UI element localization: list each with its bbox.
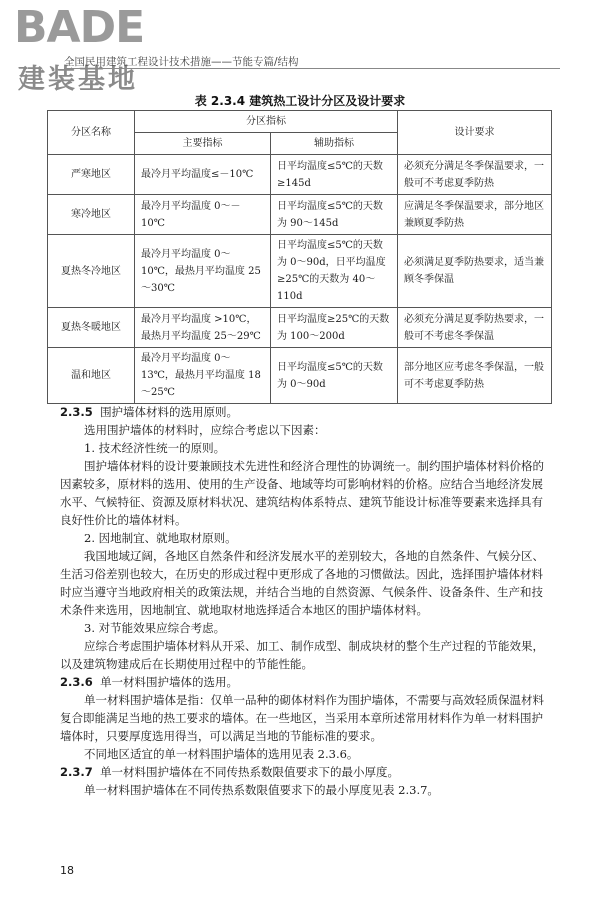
main-index-cell: 最冷月平均温度 >10℃，最热月平均温度 25～29℃: [135, 308, 271, 348]
section-title: 单一材料围护墙体的选用。: [100, 675, 239, 689]
section-number: 2.3.5: [60, 405, 93, 419]
paragraph: 单一材料围护墙体在不同传热系数限值要求下的最小厚度见表 2.3.7。: [84, 783, 439, 797]
design-req-cell: 必须充分满足冬季保温要求，一般可不考虑夏季防热: [398, 155, 552, 195]
table-title: 表 2.3.4 建筑热工设计分区及设计要求: [194, 94, 406, 108]
th-aux-index: 辅助指标: [271, 133, 398, 155]
logo-wordmark: BADE: [14, 2, 145, 53]
section-heading: [60, 673, 550, 691]
th-zone-name: 分区名称: [48, 111, 135, 155]
paragraph: 选用围护墙体的材料时，应综合考虑以下因素：: [84, 423, 326, 437]
aux-index-cell: 日平均温度≤5℃的天数为 0～90d: [271, 348, 398, 404]
design-req-cell: 必须充分满足夏季防热要求，一般可不考虑冬季保温: [398, 308, 552, 348]
zone-name-cell: 温和地区: [48, 348, 135, 404]
section-heading: [60, 403, 550, 421]
aux-index-cell: 日平均温度≤5℃的天数≥145d: [271, 155, 398, 195]
section-number: 2.3.7: [60, 765, 93, 779]
paragraph: 应综合考虑围护墙体材料从开采、加工、制作成型、制成块材的整个生产过程的节能效果，以及建筑物建成后在长期使用过程中的节能性能。: [60, 639, 544, 671]
table-row: [48, 155, 552, 195]
table-row: [48, 348, 552, 404]
page-number: 18: [60, 864, 74, 877]
design-req-cell: 必须满足夏季防热要求，适当兼顾冬季保温: [398, 235, 552, 308]
design-req-cell: 部分地区应考虑冬季保温，一般可不考虑夏季防热: [398, 348, 552, 404]
zone-name-cell: 夏热冬冷地区: [48, 235, 135, 308]
aux-index-cell: 日平均温度≥25℃的天数为 100～200d: [271, 308, 398, 348]
main-index-cell: 最冷月平均温度≤－10℃: [135, 155, 271, 195]
running-head: 全国民用建筑工程设计技术措施——节能专篇/结构: [64, 56, 299, 68]
list-item: 1. 技术经济性统一的原则。: [84, 441, 226, 455]
main-index-cell: 最冷月平均温度 0～13℃，最热月平均温度 18～25℃: [135, 348, 271, 404]
header-divider: [64, 68, 560, 69]
section-title: 单一材料围护墙体在不同传热系数限值要求下的最小厚度。: [100, 765, 400, 779]
th-zone-index: 分区指标: [135, 111, 398, 133]
aux-index-cell: 日平均温度≤5℃的天数为 0～90d，日平均温度≥25℃的天数为 40～110d: [271, 235, 398, 308]
aux-index-cell: 日平均温度≤5℃的天数为 90～145d: [271, 195, 398, 235]
th-main-index: 主要指标: [135, 133, 271, 155]
logo-chinese: 建装基地: [18, 64, 138, 95]
zone-name-cell: 寒冷地区: [48, 195, 135, 235]
table-row: [48, 235, 552, 308]
main-index-cell: 最冷月平均温度 0～－10℃: [135, 195, 271, 235]
table-row: [48, 308, 552, 348]
main-index-cell: 最冷月平均温度 0～10℃，最热月平均温度 25～30℃: [135, 235, 271, 308]
paragraph: 围护墙体材料的设计要兼顾技术先进性和经济合理性的协调统一。制约围护墙体材料价格的因素较多，原材料的选用、使用的生产设备、地域等均可影响材料的价格。应结合当地经济发展水平、气候特征、资源及原材料状况、建筑结构体系特点、建筑节能设计标准等要素来选择具有良好性价比的墙体材料。: [60, 459, 544, 527]
body-text: [60, 403, 550, 799]
section-number: 2.3.6: [60, 675, 93, 689]
design-req-cell: 应满足冬季保温要求，部分地区兼顾夏季防热: [398, 195, 552, 235]
paragraph: 单一材料围护墙体是指：仅单一品种的砌体材料作为围护墙体，不需要与高效轻质保温材料复合即能满足当地的热工要求的墙体。在一些地区，当采用本章所述常用材料作为单一材料围护墙体时，只要厚度选用得当，可以满足当地的节能标准的要求。: [60, 693, 544, 743]
section-heading: [60, 763, 550, 781]
th-design-req: 设计要求: [398, 111, 552, 155]
list-item: 2. 因地制宜、就地取材原则。: [84, 531, 237, 545]
paragraph: 不同地区适宜的单一材料围护墙体的选用见表 2.3.6。: [84, 747, 359, 761]
paragraph: 我国地域辽阔，各地区自然条件和经济发展水平的差别较大，各地的自然条件、气候分区、生活习俗差别也较大，在历史的形成过程中更形成了各地的习惯做法。因此，选择围护墙体材料时应当遵守当地政府相关的政策法规，并结合当地的自然资源、气候条件、设备条件、生产和技术条件来选用，因地制宜、就地取材地选择适合本地区的围护墙体材料。: [60, 549, 544, 617]
list-item: 3. 对节能效果应综合考虑。: [84, 621, 226, 635]
publisher-logo: [14, 2, 145, 95]
zone-name-cell: 严寒地区: [48, 155, 135, 195]
section-title: 围护墙体材料的选用原则。: [100, 405, 239, 419]
zone-name-cell: 夏热冬暖地区: [48, 308, 135, 348]
table-row: [48, 195, 552, 235]
zone-table: [47, 110, 552, 404]
